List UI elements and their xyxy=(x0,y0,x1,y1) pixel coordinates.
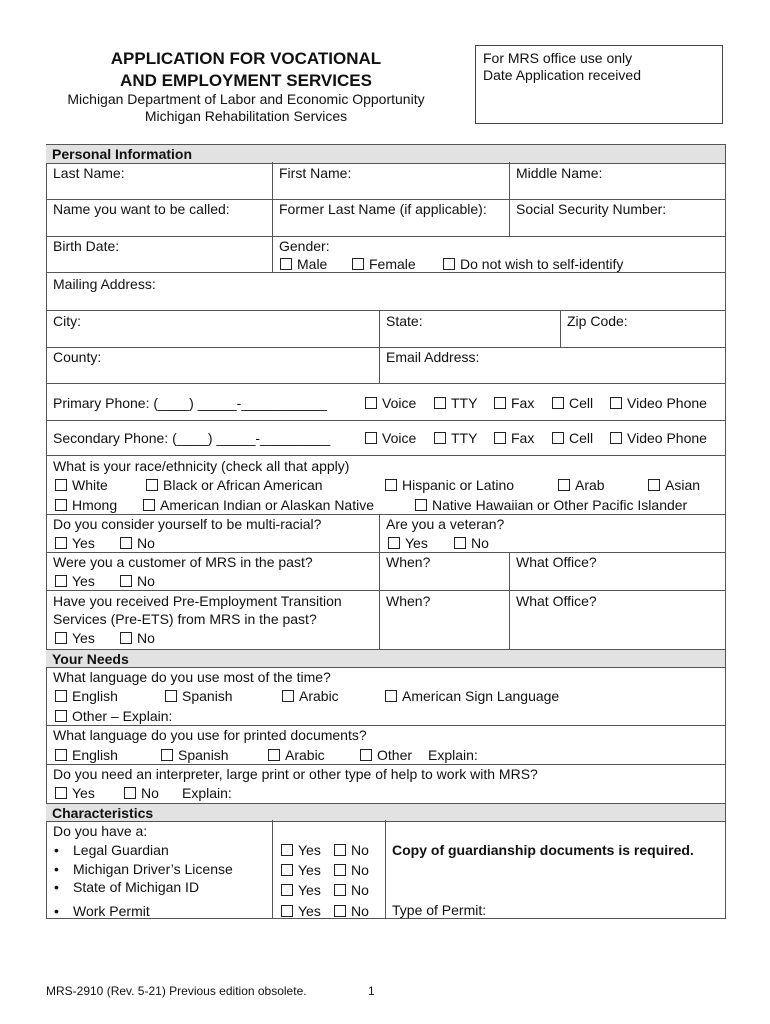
form-number: MRS-2910 (Rev. 5-21) Previous edition obsolete. xyxy=(46,984,307,998)
print-other-option[interactable]: Other xyxy=(360,747,412,763)
title-line-2: AND EMPLOYMENT SERVICES xyxy=(120,71,372,90)
county-label: County: xyxy=(53,349,102,365)
checkbox[interactable] xyxy=(385,690,397,702)
customer-office-label: What Office? xyxy=(516,554,597,570)
checkbox[interactable] xyxy=(124,787,136,799)
agency-name: Michigan Rehabilitation Services xyxy=(144,108,348,124)
page-number: 1 xyxy=(368,984,375,998)
checkbox[interactable] xyxy=(334,844,346,856)
checkbox[interactable] xyxy=(55,479,67,491)
permit-yes-option[interactable]: Yes xyxy=(281,903,321,919)
checkbox[interactable] xyxy=(385,479,397,491)
ssn-label: Social Security Number: xyxy=(516,201,667,217)
race-arab-option[interactable]: Arab xyxy=(558,477,605,493)
male-checkbox[interactable] xyxy=(280,258,292,270)
checkbox[interactable] xyxy=(454,537,466,549)
race-hispanic-option[interactable]: Hispanic or Latino xyxy=(385,477,514,493)
checkbox[interactable] xyxy=(55,499,67,511)
race-black-option[interactable]: Black or African American xyxy=(146,477,323,493)
checkbox[interactable] xyxy=(334,864,346,876)
checkbox[interactable] xyxy=(165,690,177,702)
form-title xyxy=(46,48,446,92)
gender-label: Gender: xyxy=(279,238,330,254)
checkbox[interactable] xyxy=(648,479,660,491)
lang-english-option[interactable]: English xyxy=(55,688,118,704)
stateid-no-option[interactable]: No xyxy=(334,882,369,898)
female-checkbox[interactable] xyxy=(352,258,364,270)
prets-no-option[interactable]: No xyxy=(120,630,155,646)
customer-yes-option[interactable]: Yes xyxy=(55,573,95,589)
checkbox[interactable] xyxy=(360,749,372,761)
checkbox[interactable] xyxy=(552,432,564,444)
checkbox[interactable] xyxy=(55,632,67,644)
gender-no-self-option[interactable]: Do not wish to self-identify xyxy=(443,256,623,272)
checkbox[interactable] xyxy=(334,905,346,917)
permit-type-label: Type of Permit: xyxy=(392,902,487,918)
gender-female-option[interactable]: Female xyxy=(352,256,416,272)
last-name-label: Last Name: xyxy=(53,165,125,181)
department-name: Michigan Department of Labor and Economic Opportunity xyxy=(67,91,425,107)
checkbox[interactable] xyxy=(281,864,293,876)
race-white-option[interactable]: White xyxy=(55,477,108,493)
checkbox[interactable] xyxy=(415,499,427,511)
secondary-cell-option[interactable]: Cell xyxy=(552,430,593,446)
checkbox[interactable] xyxy=(55,575,67,587)
checkbox[interactable] xyxy=(281,905,293,917)
personal-info-header: Personal Information xyxy=(46,144,725,164)
checkbox[interactable] xyxy=(334,884,346,896)
guardianship-note: Copy of guardianship documents is required. xyxy=(392,842,694,858)
preferred-name-label: Name you want to be called: xyxy=(53,201,230,217)
primary-voice-option[interactable]: Voice xyxy=(365,395,416,411)
license-yes-option[interactable]: Yes xyxy=(281,862,321,878)
multiracial-yes-option[interactable]: Yes xyxy=(55,535,95,551)
race-native-american-option[interactable]: American Indian or Alaskan Native xyxy=(143,497,374,513)
lang-other-option[interactable]: Other – Explain: xyxy=(55,708,172,724)
characteristics-header: Characteristics xyxy=(46,803,725,822)
interp-yes-option[interactable]: Yes xyxy=(55,785,95,801)
primary-video-option[interactable]: Video Phone xyxy=(610,395,707,411)
checkbox[interactable] xyxy=(120,537,132,549)
checkbox[interactable] xyxy=(610,432,622,444)
race-question: What is your race/ethnicity (check all that apply) xyxy=(53,458,350,474)
primary-phone-label: Primary Phone: (____) _____-___________ xyxy=(53,395,327,411)
primary-tty-option[interactable]: TTY xyxy=(434,395,477,411)
secondary-fax-option[interactable]: Fax xyxy=(494,430,534,446)
interp-no-option[interactable]: No xyxy=(124,785,159,801)
checkbox[interactable] xyxy=(55,537,67,549)
print-language-question: What language do you use for printed documents? xyxy=(53,727,367,743)
print-arabic-option[interactable]: Arabic xyxy=(268,747,325,763)
prets-when-label: When? xyxy=(386,593,431,609)
checkbox[interactable] xyxy=(55,710,67,722)
language-question: What language do you use most of the time? xyxy=(53,669,331,685)
veteran-no-option[interactable]: No xyxy=(454,535,489,551)
checkbox[interactable] xyxy=(55,787,67,799)
checkbox[interactable] xyxy=(365,432,377,444)
customer-no-option[interactable]: No xyxy=(120,573,155,589)
checkbox[interactable] xyxy=(55,690,67,702)
checkbox[interactable] xyxy=(268,749,280,761)
lang-arabic-option[interactable]: Arabic xyxy=(282,688,339,704)
primary-fax-option[interactable]: Fax xyxy=(494,395,534,411)
first-name-label: First Name: xyxy=(279,165,352,181)
checkbox[interactable] xyxy=(388,537,400,549)
city-label: City: xyxy=(53,313,81,329)
race-hmong-option[interactable]: Hmong xyxy=(55,497,117,513)
secondary-video-option[interactable]: Video Phone xyxy=(610,430,707,446)
race-hawaiian-option[interactable]: Native Hawaiian or Other Pacific Islander xyxy=(415,497,687,513)
have-question: Do you have a: xyxy=(53,823,148,839)
state-label: State: xyxy=(386,313,423,329)
checkbox[interactable] xyxy=(365,397,377,409)
checkbox[interactable] xyxy=(281,884,293,896)
checkbox[interactable] xyxy=(120,575,132,587)
former-last-name-label: Former Last Name (if applicable): xyxy=(279,201,487,217)
gender-male-option[interactable]: Male xyxy=(280,256,327,272)
lang-spanish-option[interactable]: Spanish xyxy=(165,688,233,704)
checkbox[interactable] xyxy=(610,397,622,409)
your-needs-header: Your Needs xyxy=(46,649,725,668)
item-legal-guardian: • Legal Guardian xyxy=(73,842,169,858)
multiracial-question: Do you consider yourself to be multi-racial? xyxy=(53,516,322,532)
checkbox[interactable] xyxy=(494,432,506,444)
checkbox[interactable] xyxy=(120,632,132,644)
guardian-no-option[interactable]: No xyxy=(334,842,369,858)
checkbox[interactable] xyxy=(281,844,293,856)
stateid-yes-option[interactable]: Yes xyxy=(281,882,321,898)
checkbox[interactable] xyxy=(558,479,570,491)
secondary-voice-option[interactable]: Voice xyxy=(365,430,416,446)
prets-yes-option[interactable]: Yes xyxy=(55,630,95,646)
checkbox[interactable] xyxy=(146,479,158,491)
guardian-yes-option[interactable]: Yes xyxy=(281,842,321,858)
print-explain-label: Explain: xyxy=(428,747,478,763)
checkbox[interactable] xyxy=(434,432,446,444)
item-work-permit: • Work Permit xyxy=(73,903,150,919)
mailing-address-label: Mailing Address: xyxy=(53,276,156,292)
customer-when-label: When? xyxy=(386,554,431,570)
lang-asl-option[interactable]: American Sign Language xyxy=(385,688,559,704)
checkbox[interactable] xyxy=(161,749,173,761)
middle-name-label: Middle Name: xyxy=(516,165,603,181)
zip-label: Zip Code: xyxy=(567,313,628,329)
date-received-label: Date Application received xyxy=(483,67,641,83)
print-english-option[interactable]: English xyxy=(55,747,118,763)
checkbox[interactable] xyxy=(282,690,294,702)
primary-cell-option[interactable]: Cell xyxy=(552,395,593,411)
print-spanish-option[interactable]: Spanish xyxy=(161,747,229,763)
veteran-question: Are you a veteran? xyxy=(386,516,505,532)
multiracial-no-option[interactable]: No xyxy=(120,535,155,551)
prets-question-line2: Services (Pre-ETS) from MRS in the past? xyxy=(53,611,317,627)
race-asian-option[interactable]: Asian xyxy=(648,477,700,493)
office-use-box xyxy=(475,45,723,124)
checkbox[interactable] xyxy=(552,397,564,409)
office-use-label: For MRS office use only xyxy=(483,50,633,66)
birth-date-label: Birth Date: xyxy=(53,238,120,254)
prets-office-label: What Office? xyxy=(516,593,597,609)
email-label: Email Address: xyxy=(386,349,480,365)
title-line-1: APPLICATION FOR VOCATIONAL xyxy=(110,49,382,68)
no-self-identify-checkbox[interactable] xyxy=(443,258,455,270)
item-drivers-license: • Michigan Driver’s License xyxy=(73,861,233,877)
veteran-yes-option[interactable]: Yes xyxy=(388,535,428,551)
secondary-tty-option[interactable]: TTY xyxy=(434,430,477,446)
item-state-id: • State of Michigan ID xyxy=(73,879,199,895)
secondary-phone-label: Secondary Phone: (____) _____-_________ xyxy=(53,430,331,446)
interpreter-question: Do you need an interpreter, large print or other type of help to work with MRS? xyxy=(53,766,538,782)
checkbox[interactable] xyxy=(55,749,67,761)
checkbox[interactable] xyxy=(434,397,446,409)
checkbox[interactable] xyxy=(143,499,155,511)
permit-no-option[interactable]: No xyxy=(334,903,369,919)
interp-explain-label: Explain: xyxy=(182,785,232,801)
customer-question: Were you a customer of MRS in the past? xyxy=(53,554,313,570)
prets-question-line1: Have you received Pre-Employment Transition xyxy=(53,593,342,609)
license-no-option[interactable]: No xyxy=(334,862,369,878)
checkbox[interactable] xyxy=(494,397,506,409)
